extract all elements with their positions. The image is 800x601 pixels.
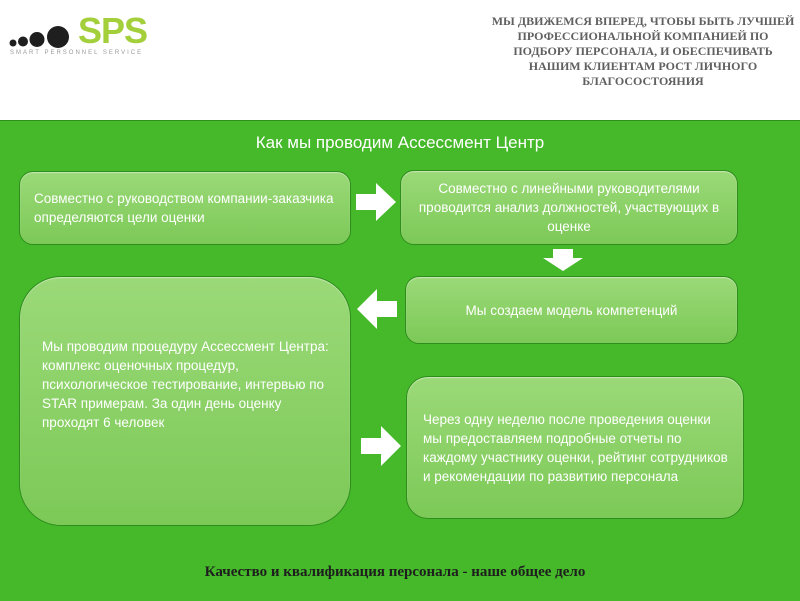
- company-logo: [8, 10, 158, 60]
- arrow-right-icon: [356, 183, 396, 221]
- step-box-job-analysis: [400, 170, 738, 245]
- diagram-title: Как мы проводим Ассессмент Центр: [255, 133, 545, 152]
- step-box-goals: [19, 171, 351, 245]
- step-text-job-analysis: Совместно с линейными руководителями проводится анализ должностей, участвующих в оценке: [418, 181, 720, 234]
- logo-wordmark: SPS: [78, 10, 148, 51]
- arrow-right-icon: [361, 426, 401, 466]
- step-text-reports: Через одну неделю после проведения оценки мы предоставляем подробные отчеты по каждому участнику оценки, рейтинг сотрудников и рекомендации по развитию персонала: [423, 411, 728, 484]
- diagram-footer: Качество и квалификация персонала - наше общее дело: [204, 564, 586, 580]
- process-panel: [0, 120, 800, 601]
- step-text-goals: Совместно с руководством компании-заказчика определяются цели оценки: [34, 191, 334, 225]
- logo-subtitle: SMART PERSONNEL SERVICE: [10, 50, 144, 56]
- step-box-competency-model: [405, 276, 738, 344]
- step-text-competency-model: Мы создаем модель компетенций: [465, 302, 678, 318]
- arrow-left-icon: [357, 289, 397, 329]
- logo-dots-icon: [8, 24, 78, 50]
- step-text-assessment-procedure: Мы проводим процедуру Ассессмент Центра: комплекс оценочных процедур, психологическое тестирование, интервью по STAR примерам. За один день оценку проходят 6 человек: [42, 339, 329, 430]
- step-box-reports: [406, 376, 744, 519]
- arrow-down-icon: [543, 249, 583, 271]
- step-box-assessment-procedure: [19, 276, 351, 526]
- company-motto: МЫ ДВИЖЕМСЯ ВПЕРЕД, ЧТОБЫ БЫТЬ ЛУЧШЕЙ ПРОФЕССИОНАЛЬНОЙ КОМПАНИЕЙ ПО ПОДБОРУ ПЕРСОНАЛА, И ОБЕСПЕЧИВАТЬ НАШИМ КЛИЕНТАМ РОСТ ЛИЧНОГО БЛАГОСОСТОЯНИЯ: [491, 14, 795, 88]
